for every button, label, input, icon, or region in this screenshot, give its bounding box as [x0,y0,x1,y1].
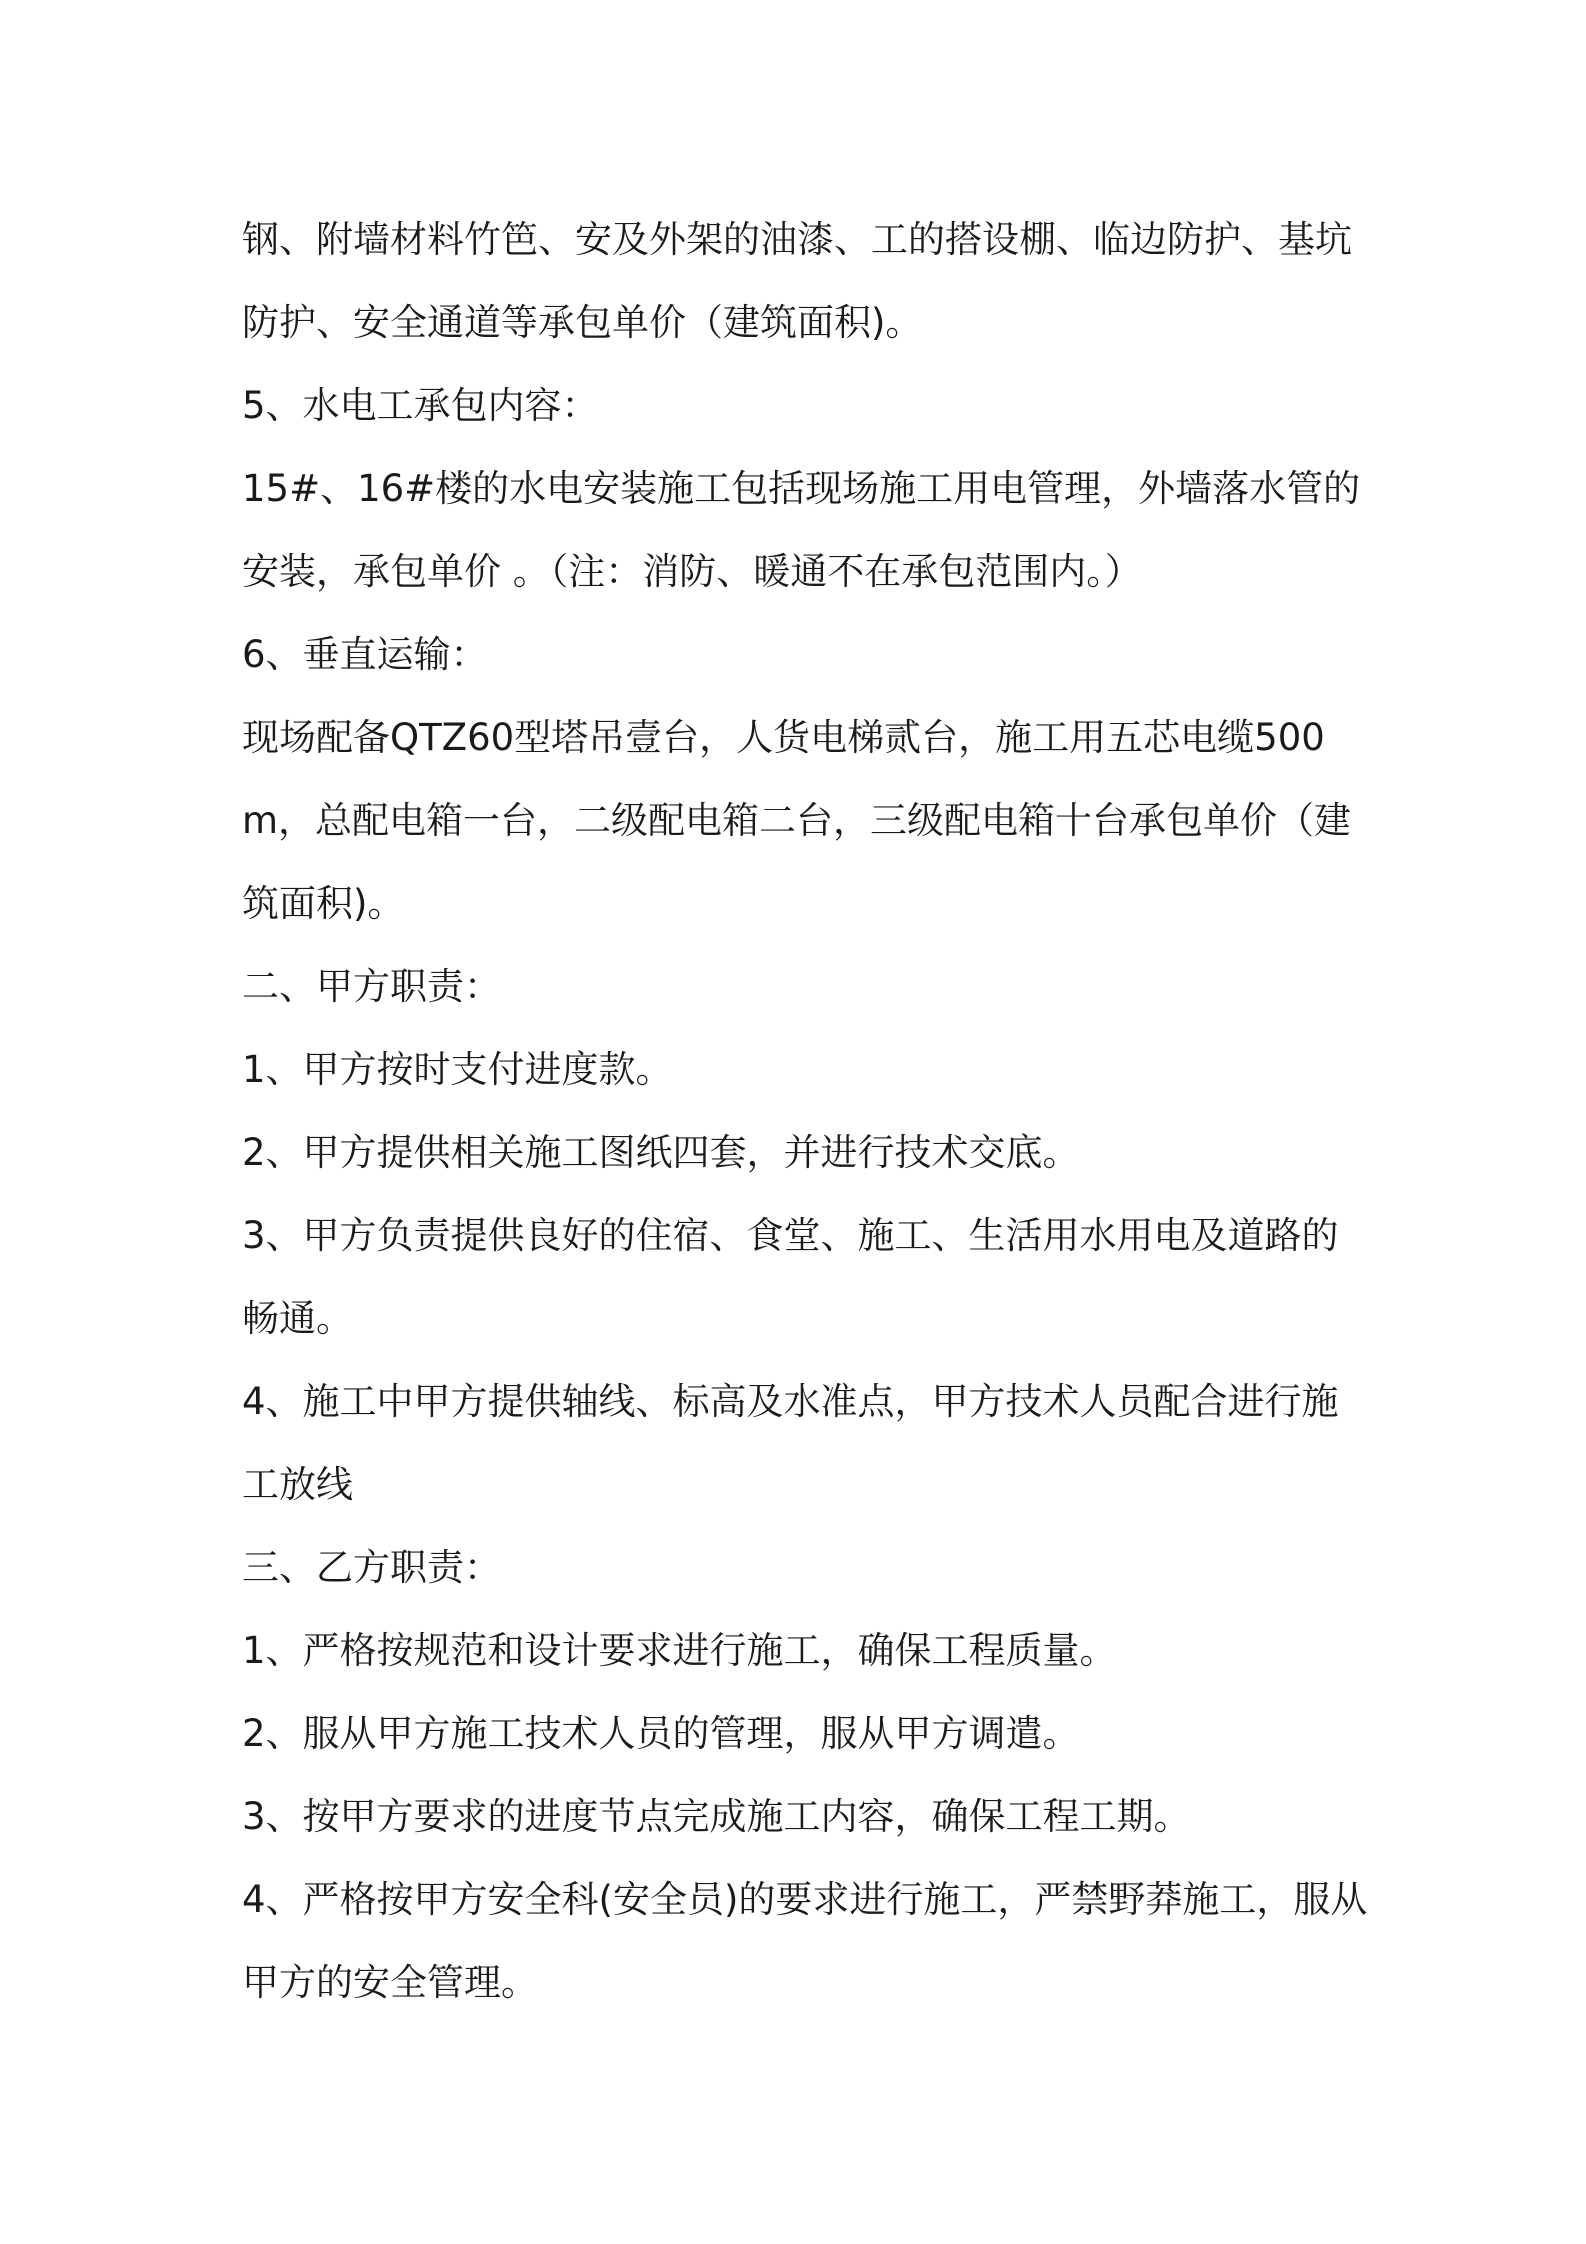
party-b-duty-2: 2、服从甲方施工技术人员的管理，服从甲方调遣。 [242,1712,1080,1755]
heading-vertical-transport: 6、垂直运输： [242,633,488,676]
party-b-duty-1: 1、严格按规范和设计要求进行施工，确保工程质量。 [242,1629,1117,1672]
party-a-duty-1: 1、甲方按时支付进度款。 [242,1048,673,1091]
heading-party-b-duties: 三、乙方职责： [242,1546,501,1589]
party-b-duty-4: 4、严格按甲方安全科(安全员)的要求进行施工，严禁野莽施工，服从甲方的安全管理。 [242,1878,1368,2004]
party-a-duty-3: 3、甲方负责提供良好的住宿、食堂、施工、生活用水用电及道路的畅通。 [242,1214,1339,1340]
heading-party-a-duties: 二、甲方职责： [242,965,501,1008]
party-a-duty-4: 4、施工中甲方提供轴线、标高及水准点，甲方技术人员配合进行施工放线 [242,1380,1339,1506]
heading-plumbing-electrical: 5、水电工承包内容： [242,384,599,427]
party-a-duty-2: 2、甲方提供相关施工图纸四套，并进行技术交底。 [242,1131,1080,1174]
document-page [242,198,1372,2024]
party-b-duty-3: 3、按甲方要求的进度节点完成施工内容，确保工程工期。 [242,1795,1191,1838]
paragraph-scope-materials: 钢、附墙材料竹笆、安及外架的油漆、工的搭设棚、临边防护、基坑防护、安全通道等承包单价（建筑面积)。 [242,218,1352,344]
paragraph-vertical-transport: 现场配备QTZ60型塔吊壹台，人货电梯贰台，施工用五芯电缆500m，总配电箱一台，二级配电箱二台，三级配电箱十台承包单价（建筑面积)。 [242,716,1352,925]
paragraph-plumbing-electrical: 15#、16#楼的水电安装施工包括现场施工用电管理，外墙落水管的安装，承包单价 。（注：消防、暖通不在承包范围内。） [242,467,1361,593]
